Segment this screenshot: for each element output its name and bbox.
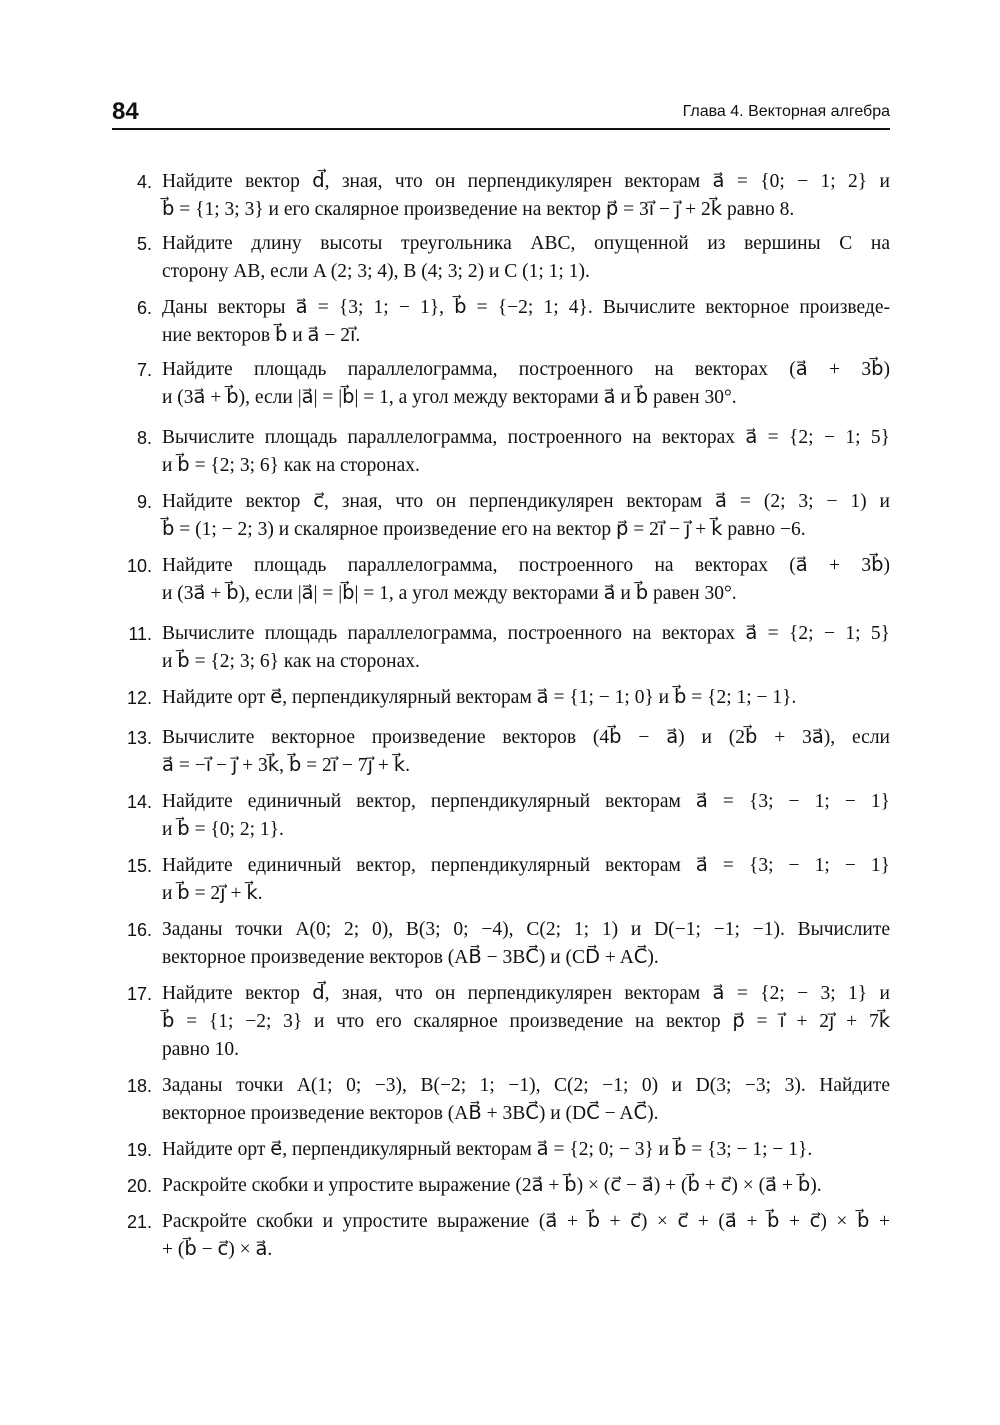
- problem-text-line: a⃗ = −i⃗ − j⃗ + 3k⃗, b⃗ = 2i⃗ − 7j⃗ + k⃗.: [162, 755, 410, 776]
- problem-number: 12.: [126, 688, 152, 708]
- problem-text-line: ние векторов b⃗ и a⃗ − 2i⃗.: [162, 325, 361, 346]
- problem-text-line: векторное произведение векторов (AB⃗ + 3BC⃗) и (DC⃗ − AC⃗).: [162, 1103, 659, 1124]
- problem-item: [112, 168, 890, 224]
- problem-text-line: Найдите площадь параллелограмма, построенного на векторах (a⃗ + 3b⃗): [162, 555, 890, 576]
- problem-text-line: Найдите орт e⃗, перпендикулярный векторам a⃗ = {2; 0; − 3} и b⃗ = {3; − 1; − 1}.: [162, 1139, 813, 1160]
- problem-text-line: Даны векторы a⃗ = {3; 1; − 1}, b⃗ = {−2; 1; 4}. Вычислите векторное произведе-: [162, 297, 890, 318]
- problem-number: 20.: [126, 1176, 152, 1196]
- problem-number: 15.: [126, 856, 152, 876]
- problem-text-line: и b⃗ = {2; 3; 6} как на сторонах.: [162, 651, 420, 672]
- problem-text-line: Вычислите площадь параллелограмма, построенного на векторах a⃗ = {2; − 1; 5}: [162, 427, 890, 448]
- problem-text-line: векторное произведение векторов (AB⃗ − 3BC⃗) и (CD⃗ + AC⃗).: [162, 947, 659, 968]
- problem-item: [112, 980, 890, 1064]
- page-header: [112, 96, 890, 130]
- page-number: 84: [112, 98, 139, 125]
- problem-text-line: и b⃗ = {2; 3; 6} как на сторонах.: [162, 455, 420, 476]
- problem-item: [112, 1136, 890, 1164]
- problem-number: 11.: [128, 624, 152, 644]
- problem-text-line: Найдите единичный вектор, перпендикулярный векторам a⃗ = {3; − 1; − 1}: [162, 855, 890, 876]
- problem-text-line: и b⃗ = {0; 2; 1}.: [162, 819, 284, 840]
- problem-number: 17.: [126, 984, 152, 1004]
- problem-text-line: b⃗ = {1; 3; 3} и его скалярное произведение на вектор p⃗ = 3i⃗ − j⃗ + 2k⃗ равно 8.: [162, 199, 795, 220]
- problem-number: 8.: [136, 428, 152, 448]
- problem-number: 6.: [136, 298, 152, 318]
- problem-item: [112, 1072, 890, 1128]
- problem-item: [112, 620, 890, 676]
- problem-number: 4.: [136, 172, 152, 192]
- problem-number: 9.: [136, 492, 152, 512]
- problem-item: [112, 294, 890, 350]
- problem-text-line: Найдите площадь параллелограмма, построенного на векторах (a⃗ + 3b⃗): [162, 359, 890, 380]
- problem-item: [112, 788, 890, 844]
- problem-text-line: и b⃗ = 2j⃗ + k⃗.: [162, 883, 263, 904]
- problem-text-line: Раскройте скобки и упростите выражение (a⃗ + b⃗ + c⃗) × c⃗ + (a⃗ + b⃗ + c⃗) × b⃗ +: [162, 1211, 890, 1232]
- problem-item: [112, 852, 890, 908]
- problem-number: 7.: [136, 360, 152, 380]
- problem-text-line: и (3a⃗ + b⃗), если |a⃗| = |b⃗| = 1, а угол между векторами a⃗ и b⃗ равен 30°.: [162, 583, 737, 604]
- problem-text-line: Найдите вектор d⃗, зная, что он перпендикулярен векторам a⃗ = {0; − 1; 2} и: [162, 171, 890, 192]
- problem-list: [112, 168, 890, 1272]
- problem-text-line: Найдите вектор d⃗, зная, что он перпендикулярен векторам a⃗ = {2; − 3; 1} и: [162, 983, 890, 1004]
- problem-text-line: равно 10.: [162, 1039, 240, 1060]
- problem-number: 21.: [126, 1212, 152, 1232]
- problem-item: [112, 552, 890, 608]
- problem-item: [112, 1172, 890, 1200]
- problem-text-line: Найдите вектор c⃗, зная, что он перпендикулярен векторам a⃗ = (2; 3; − 1) и: [162, 491, 890, 512]
- problem-number: 5.: [136, 234, 152, 254]
- problem-item: [112, 684, 890, 712]
- problem-text-line: b⃗ = (1; − 2; 3) и скалярное произведение его на вектор p⃗ = 2i⃗ − j⃗ + k⃗ равно −6.: [162, 519, 806, 540]
- problem-number: 19.: [126, 1140, 152, 1160]
- problem-text-line: сторону AB, если A (2; 3; 4), B (4; 3; 2) и C (1; 1; 1).: [162, 261, 590, 282]
- problem-number: 10.: [126, 556, 152, 576]
- problem-item: [112, 1208, 890, 1264]
- chapter-title: Глава 4. Векторная алгебра: [682, 103, 890, 120]
- problem-item: [112, 230, 890, 286]
- problem-item: [112, 488, 890, 544]
- problem-text-line: Найдите орт e⃗, перпендикулярный векторам a⃗ = {1; − 1; 0} и b⃗ = {2; 1; − 1}.: [162, 687, 797, 708]
- problem-item: [112, 916, 890, 972]
- problem-text-line: Найдите единичный вектор, перпендикулярный векторам a⃗ = {3; − 1; − 1}: [162, 791, 890, 812]
- problem-item: [112, 424, 890, 480]
- problem-text-line: Заданы точки A(1; 0; −3), B(−2; 1; −1), C(2; −1; 0) и D(3; −3; 3). Найдите: [162, 1075, 890, 1096]
- problem-text-line: Вычислите площадь параллелограмма, построенного на векторах a⃗ = {2; − 1; 5}: [162, 623, 890, 644]
- problem-text-line: + (b⃗ − c⃗) × a⃗.: [162, 1239, 273, 1260]
- problem-number: 14.: [126, 792, 152, 812]
- problem-item: [112, 356, 890, 412]
- problem-text-line: Найдите длину высоты треугольника ABC, опущенной из вершины C на: [162, 233, 890, 254]
- problem-text-line: Вычислите векторное произведение векторов (4b⃗ − a⃗) и (2b⃗ + 3a⃗), если: [162, 727, 890, 748]
- problem-number: 18.: [126, 1076, 152, 1096]
- problem-number: 16.: [126, 920, 152, 940]
- problem-number: 13.: [126, 728, 152, 748]
- problem-text-line: и (3a⃗ + b⃗), если |a⃗| = |b⃗| = 1, а угол между векторами a⃗ и b⃗ равен 30°.: [162, 387, 737, 408]
- problem-text-line: Раскройте скобки и упростите выражение (2a⃗ + b⃗) × (c⃗ − a⃗) + (b⃗ + c⃗) × (a⃗ + b⃗).: [162, 1175, 822, 1196]
- problem-text-line: Заданы точки A(0; 2; 0), B(3; 0; −4), C(2; 1; 1) и D(−1; −1; −1). Вычислите: [162, 919, 890, 940]
- problem-text-line: b⃗ = {1; −2; 3} и что его скалярное произведение на вектор p⃗ = i⃗ + 2j⃗ + 7k⃗: [162, 1011, 890, 1032]
- problem-item: [112, 724, 890, 780]
